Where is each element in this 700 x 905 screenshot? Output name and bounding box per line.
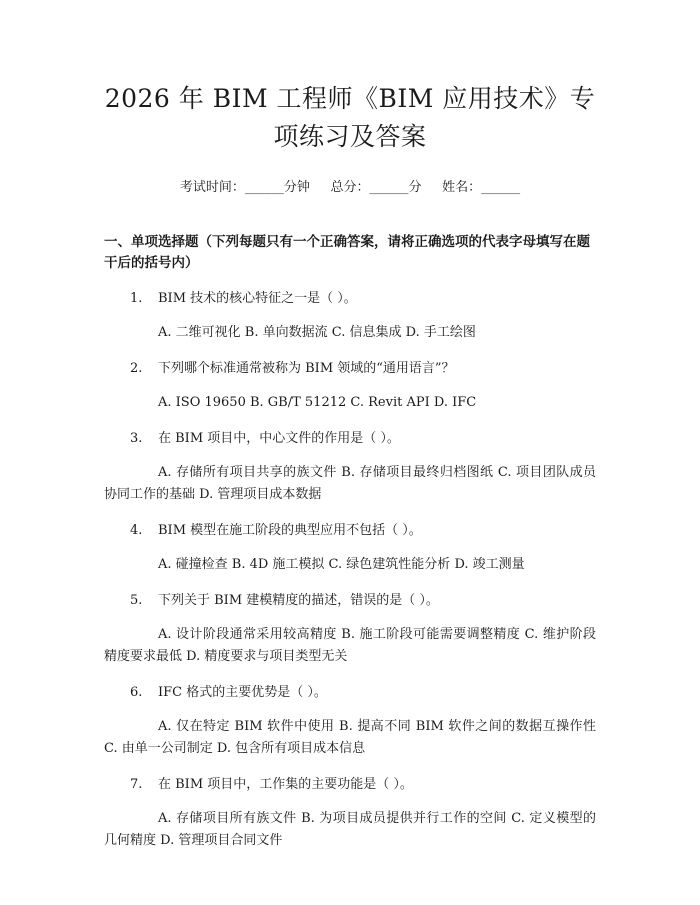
question-options: A. ISO 19650 B. GB/T 51212 C. Revit API D. IFC [158,395,477,410]
question-number: 7. [130,777,143,792]
document-title: 2026 年 BIM 工程师《BIM 应用技术》专项练习及答案 [104,84,596,151]
question-list [104,289,596,852]
question-text: 下列关于 BIM 建模精度的描述，错误的是（ ）。 [158,593,439,608]
question-options: A. 碰撞检查 B. 4D 施工模拟 C. 绿色建筑性能分析 D. 竣工测量 [158,557,525,572]
exam-info-line: 考试时间：______分钟 总分：______分 姓名：______ [179,180,521,195]
question-text: IFC 格式的主要优势是（ ）。 [158,685,327,700]
question-options: A. 仅在特定 BIM 软件中使用 B. 提高不同 BIM 软件之间的数据互操作性 C. 由单一公司制定 D. 包含所有项目成本信息 [104,719,596,756]
question-stem [104,289,596,309]
question-options: A. 二维可视化 B. 单向数据流 C. 信息集成 D. 手工绘图 [158,325,476,340]
question-stem [104,683,596,703]
question-number: 1. [130,291,143,306]
question-text: 在 BIM 项目中，工作集的主要功能是（ ）。 [158,777,413,792]
question-number: 2. [130,361,143,376]
question-stem [104,775,596,795]
question-stem [104,359,596,379]
question-text: BIM 技术的核心特征之一是（ ）。 [158,291,357,306]
question-stem [104,521,596,541]
question-text: 在 BIM 项目中，中心文件的作用是（ ）。 [158,431,400,446]
question-options: A. 存储所有项目共享的族文件 B. 存储项目最终归档图纸 C. 项目团队成员协同工作的基础 D. 管理项目成本数据 [104,465,596,502]
question-options: A. 设计阶段通常采用较高精度 B. 施工阶段可能需要调整精度 C. 维护阶段精度要求最低 D. 精度要求与项目类型无关 [104,627,596,664]
question-number: 6. [130,685,143,700]
question-number: 3. [130,431,143,446]
question-number: 5. [130,593,143,608]
question-text: BIM 模型在施工阶段的典型应用不包括（ ）。 [158,523,422,538]
question-text: 下列哪个标准通常被称为 BIM 领域的“通用语言”？ [158,361,455,376]
question-stem [104,429,596,449]
question-stem [104,591,596,611]
question-number: 4. [130,523,143,538]
section-heading: 一、单项选择题（下列每题只有一个正确答案，请将正确选项的代表字母填写在题干后的括号内） [104,234,590,271]
question-options: A. 存储项目所有族文件 B. 为项目成员提供并行工作的空间 C. 定义模型的几何精度 D. 管理项目合同文件 [104,811,596,848]
